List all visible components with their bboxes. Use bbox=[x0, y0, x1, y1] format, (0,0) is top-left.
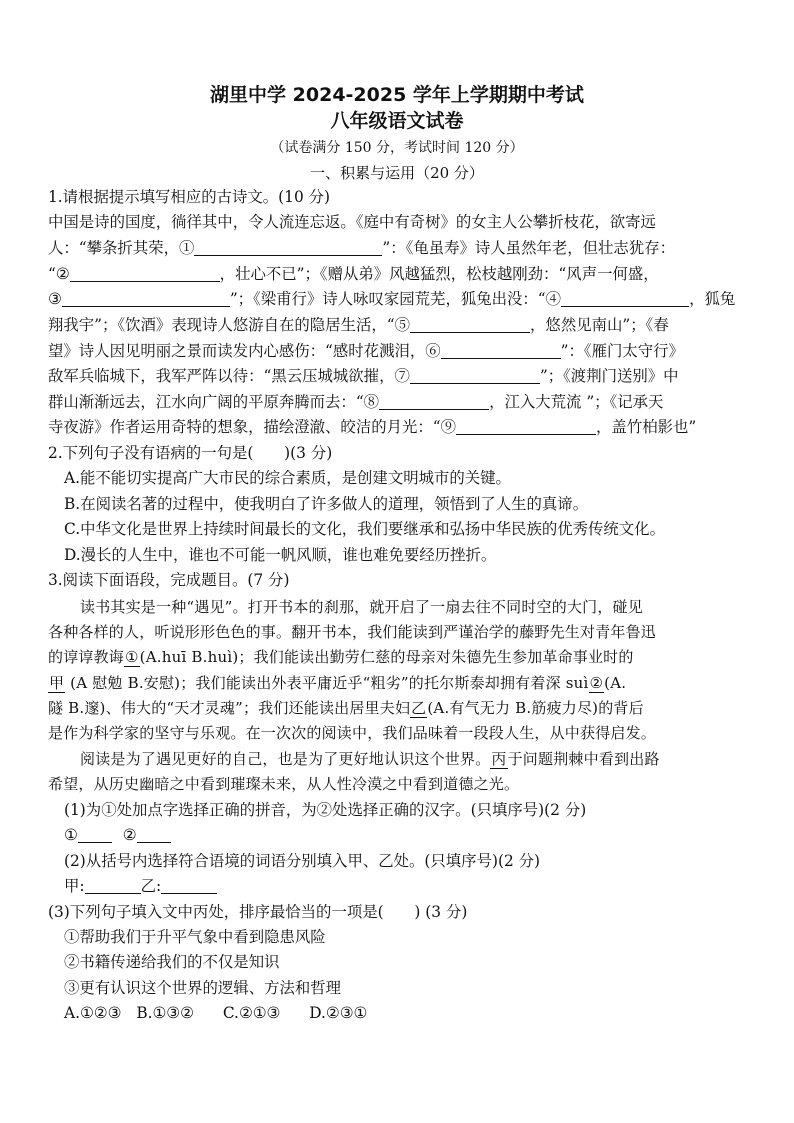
q1-text: ”：《龟虽寿》诗人虽然年老，但壮志犹存： bbox=[382, 239, 675, 257]
answer-label: ② bbox=[122, 826, 137, 844]
passage-text: 于问题荆棘中看到出路 bbox=[507, 750, 660, 768]
answer-blank[interactable] bbox=[379, 393, 489, 410]
passage-text: (A.huī B.huì)；我们能读出勤劳仁慈的母亲对朱德先生参加革命事业时的 bbox=[139, 648, 634, 666]
answer-blank[interactable] bbox=[85, 877, 141, 894]
marker-bing: 丙 bbox=[491, 750, 507, 768]
answer-label: 乙: bbox=[140, 877, 162, 895]
passage-text: 隧 B.邃)、伟大的“天才灵魂”；我们还能读出居里夫妇 bbox=[48, 699, 411, 717]
choice-d[interactable]: D.②③① bbox=[309, 1004, 368, 1022]
q3-sub3: (3)下列句子填入文中丙处，排序最恰当的一项是( ) (3 分) bbox=[48, 903, 468, 921]
q1-text: ，壮心不已”；《赠从弟》风越猛烈，松枝越刚劲：“风声一何盛， bbox=[219, 265, 659, 283]
answer-blank[interactable] bbox=[441, 342, 561, 359]
q1-text: 翔我宇”；《饮酒》表现诗人悠游自在的隐居生活，“⑤ bbox=[48, 316, 411, 334]
q1-line bbox=[48, 341, 748, 361]
q1-text: “② bbox=[48, 265, 70, 283]
q1-text: 敌军兵临城下，我军严阵以待：“黑云压城城欲摧，⑦ bbox=[48, 367, 410, 385]
passage-text: (A.有气无力 B.筋疲力尽)的背后 bbox=[427, 699, 644, 717]
answer-blank[interactable] bbox=[161, 877, 217, 894]
exam-note: （试卷满分 150 分，考试时间 120 分） bbox=[270, 140, 524, 156]
passage-line bbox=[48, 698, 748, 718]
passage-text: 阅读是为了遇见更好的自己，也是为了更好地认识这个世界。 bbox=[80, 750, 491, 768]
answer-blank[interactable] bbox=[70, 265, 220, 282]
passage-line bbox=[80, 749, 780, 769]
answer-blank[interactable] bbox=[194, 239, 382, 256]
q1-line bbox=[48, 264, 748, 284]
answer-label: ① bbox=[64, 826, 78, 844]
answer-label: 甲: bbox=[64, 877, 85, 895]
answer-blank[interactable] bbox=[62, 290, 230, 307]
q2-stem: 2.下列句子没有语病的一句是( )(3 分) bbox=[48, 444, 333, 462]
q1-line bbox=[48, 238, 748, 258]
answer-blank[interactable] bbox=[561, 290, 689, 307]
q1-line bbox=[48, 366, 748, 386]
q2-option-a[interactable]: A.能不能切实提高广大市民的综合素质，是创建文明城市的关键。 bbox=[64, 469, 511, 487]
q1-text: ，悠然见南山”；《春 bbox=[530, 316, 669, 334]
q3-sub1: (1)为①处加点字选择正确的拼音，为②处选择正确的汉字。(只填序号)(2 分) bbox=[64, 801, 587, 819]
choice-c[interactable]: C.②①③ bbox=[222, 1004, 281, 1022]
q1-text: ”；《渡荆门送别》中 bbox=[539, 367, 679, 385]
q2-option-c[interactable]: C.中华文化是世界上持续时间最长的文化，我们要继承和弘扬中华民族的优秀传统文化。 bbox=[64, 520, 665, 538]
marker-yi: 乙 bbox=[411, 699, 427, 717]
q1-text: 望》诗人因见明丽之景而读发内心感伤：“感时花溅泪，⑥ bbox=[48, 342, 441, 360]
answer-blank[interactable] bbox=[456, 418, 596, 435]
passage-text: (A 慰勉 B.安慰)；我们能读出外表平庸近乎“粗劣”的托尔斯泰却拥有着深 suì bbox=[65, 674, 589, 692]
q3-sub2: (2)从括号内选择符合语境的词语分别填入甲、乙处。(只填序号)(2 分) bbox=[64, 852, 541, 870]
q3-sub2-answers bbox=[64, 876, 764, 896]
answer-blank[interactable] bbox=[137, 826, 171, 843]
q1-stem: 1.请根据提示填写相应的古诗文。(10 分) bbox=[48, 188, 331, 206]
q1-line bbox=[48, 392, 748, 412]
q1-text: ，盖竹柏影也” bbox=[596, 418, 697, 436]
choice-a[interactable]: A.①②③ bbox=[64, 1004, 122, 1022]
passage-line: 读书其实是一种“遇见”。打开书本的刹那，就开启了一扇去往不同时空的大门，碰见 bbox=[80, 598, 643, 616]
q3-choices bbox=[64, 1003, 764, 1023]
q1-text: ③ bbox=[48, 290, 62, 308]
q1-text: ，江入大荒流 ”；《记承天 bbox=[489, 393, 664, 411]
q3-stem: 3.阅读下面语段，完成题目。(7 分) bbox=[48, 571, 290, 589]
section-heading: 一、积累与运用（20 分） bbox=[310, 164, 484, 182]
q1-text: 群山渐渐远去，江水向广阔的平原奔腾而去：“⑧ bbox=[48, 393, 380, 411]
passage-line: 希望，从历史幽暗之中看到璀璨未来，从人性冷漠之中看到道德之光。 bbox=[48, 775, 520, 793]
q1-line bbox=[48, 417, 748, 437]
passage-line bbox=[48, 673, 748, 693]
sentence-item: ③更有认识这个世界的逻辑、方法和哲理 bbox=[64, 979, 342, 997]
exam-title: 湖里中学 2024-2025 学年上学期期中考试 bbox=[210, 84, 584, 106]
passage-text: (A. bbox=[604, 674, 627, 692]
q2-option-b[interactable]: B.在阅读名著的过程中，使我明白了许多做人的道理，领悟到了人生的真谛。 bbox=[64, 495, 589, 513]
exam-subtitle: 八年级语文试卷 bbox=[330, 110, 464, 132]
q3-sub1-answers bbox=[64, 825, 764, 845]
q1-text: 寺夜游》作者运用奇特的想象，描绘澄澈、皎洁的月光：“⑨ bbox=[48, 418, 457, 436]
answer-blank[interactable] bbox=[410, 367, 540, 384]
q1-text: 人：“攀条折其荣，① bbox=[48, 239, 195, 257]
q1-line bbox=[48, 289, 748, 309]
q1-text: ”；《梁甫行》诗人咏叹家园荒芜，狐兔出没：“④ bbox=[229, 290, 562, 308]
marker-2: ② bbox=[589, 674, 604, 692]
q1-line: 中国是诗的国度，徜徉其中，令人流连忘返。《庭中有奇树》的女主人公攀折枝花，欲寄远 bbox=[48, 213, 656, 231]
passage-line bbox=[48, 647, 748, 667]
q2-option-d[interactable]: D.漫长的人生中，谁也不可能一帆风顺，谁也难免要经历挫折。 bbox=[64, 546, 497, 564]
sentence-item: ②书籍传递给我们的不仅是知识 bbox=[64, 953, 280, 971]
marker-1: ① bbox=[125, 648, 139, 666]
marker-jia: 甲 bbox=[49, 674, 65, 692]
answer-blank[interactable] bbox=[410, 316, 530, 333]
choice-b[interactable]: B.①③② bbox=[136, 1004, 194, 1022]
passage-text: 的谆谆教诲 bbox=[48, 648, 125, 666]
passage-line: 是作为科学家的坚守与乐观。在一次次的阅读中，我们品味着一段段人生，从中获得启发。 bbox=[48, 724, 657, 742]
answer-blank[interactable] bbox=[78, 826, 112, 843]
sentence-item: ①帮助我们于升平气象中看到隐患风险 bbox=[64, 928, 326, 946]
q1-text: ”：《雁门太守行》 bbox=[560, 342, 684, 360]
q1-text: ，狐兔 bbox=[689, 290, 736, 308]
passage-line: 各种各样的人，听说形形色色的事。翻开书本，我们能读到严谨治学的藤野先生对青年鲁迅 bbox=[48, 623, 657, 641]
q1-line bbox=[48, 315, 748, 335]
